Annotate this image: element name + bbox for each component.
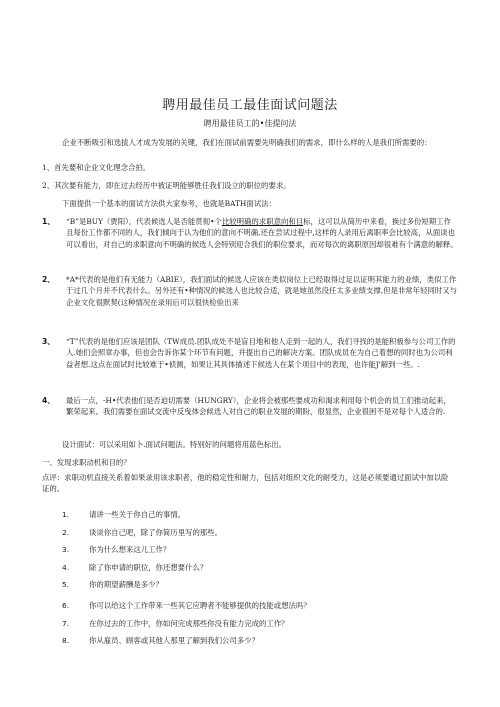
question-item bbox=[62, 509, 454, 520]
need-item-2: 2、其次要有能力，即在过去经历中被证明能够胜任我们设立的职位的要求。 bbox=[42, 181, 291, 190]
question-text: 你的期望薪酬是多少？ bbox=[89, 580, 163, 589]
question-number: 6. bbox=[62, 601, 70, 610]
section-heading: 一、发现求职动机和目的？ bbox=[42, 458, 131, 467]
question-item bbox=[62, 579, 454, 590]
method-intro: 下面提供一个基本的面试方法供大家参考，也就是BATH面试法： bbox=[62, 199, 276, 208]
bath-item-h bbox=[42, 395, 458, 418]
need-item-1: 1、首先要和企业文化理念合拍。 bbox=[42, 163, 151, 172]
question-text: 你可以给这个工作带来一些其它应聘者不能够提供的技能或想法吗？ bbox=[89, 601, 311, 610]
question-text: 谈谈你自己吧，除了你简历里写的那些。 bbox=[89, 527, 223, 537]
bath-item-text: 最后一点，-H•代表他们是否迫切需要（HUNGRY），企业将会被那些要成功和渴求利用每个机会的员工们推动起来，繁荣起来。我们需要在面试交流中反曳体会候选人对自己的职业发展的期盼，很显然，企业很困不是对每个人适合的. bbox=[66, 396, 451, 417]
question-item bbox=[62, 562, 454, 573]
question-number: 8. bbox=[62, 636, 70, 645]
question-item bbox=[62, 544, 454, 555]
bath-item-text: *A*代表的是他们有无能力（ABIE），我们面试的候选人应该在类似岗位上已经取得过足以证明其能力的业绩，类似工作于过几个月并不代表什么。另外还有•种情况的候选人也比较合适，就是她虽然没任太多业绩支撑,但是非常年轻同时又与企业文化很默契(这种情况在录用后可以很快检验出来 bbox=[66, 275, 458, 307]
intro-paragraph: 企业不断吸引和选拔人才成为发展的关键，我们在面试前需要先明确我们的需求，即什么样的人是我们所需要的： bbox=[62, 138, 432, 147]
question-number: 2. bbox=[62, 527, 70, 537]
question-number: 1. bbox=[62, 510, 70, 519]
question-item bbox=[62, 635, 454, 646]
question-number: 4. bbox=[62, 562, 70, 572]
design-note: 设计面试：可以采用如卜.面试问题法。特别好的问题将用蓝色标出。 bbox=[62, 440, 287, 449]
page-title: 聘用最佳员工最佳面试问题法 bbox=[162, 98, 338, 113]
bath-item-text: “B”是BUY（贾阳），代表候选人是否能贯彻•个比较明确的求职意向和目标，这可以从简历中来看，换过多份短期工作且每份工作都不同的人，我们倾向于认为他们的意向不明确,还在尝试过程中,这样的人录用后离职率会比较高，从面谈也可以看出，对自己的求职意向不明确的候选人会特别迎合我们的职位要求，而对每次的离职原因却很难有个满意的解释。 bbox=[66, 217, 458, 249]
question-text: 你从雇员、顾客或其他人那里了解到我们公司多少？ bbox=[89, 636, 259, 645]
question-number: 7. bbox=[62, 618, 70, 628]
bath-item-a bbox=[42, 274, 458, 308]
question-text: 在你过去的工作中，你如何完成那些你没有能力完成的工作？ bbox=[89, 618, 289, 628]
bath-item-number: 3、 bbox=[42, 337, 55, 346]
bath-item-number: 2、 bbox=[42, 275, 55, 284]
bath-item-t bbox=[42, 336, 458, 370]
bath-item-number: 1、 bbox=[42, 217, 55, 226]
bath-item-number: 4、 bbox=[42, 396, 55, 405]
question-item bbox=[62, 527, 454, 538]
bath-item-text: “T”代表的是他们应该是团队（TW成员.团队成处不是盲目地和他人走到一起的人，我们寻找的是能积极参与公司工作的人.她们会照章办事，但也会告诉你某个环节有问题，并提出自己的解决方案。团队成员在为自己着想的同时也为公司利益者想.这点在面试时比较难于•侦测，如果让其具体描述下候选人在某个项目中的表现，也许能J'解到一些。. bbox=[66, 337, 456, 369]
question-text: 请讲一些关于你自己的事情。 bbox=[89, 510, 186, 519]
page-subtitle: 聘用最佳员工的•佳提问法 bbox=[203, 119, 297, 128]
question-number: 5. bbox=[62, 580, 70, 589]
section-description: 点评：求职动机直接关系着如果录用该求职者，他的稳定性和耐力，包括对组织文化的耐受力，这是必须要通过面试中加以险证的。 bbox=[42, 473, 449, 494]
question-item bbox=[62, 618, 454, 629]
question-number: 3. bbox=[62, 545, 70, 554]
question-item bbox=[62, 600, 454, 611]
underlined-phrase: 比较明确的求职意向和目 bbox=[221, 217, 304, 226]
question-text: 你为什么想来这儿工作？ bbox=[89, 545, 171, 554]
question-text: 除了你申请的职位，你还想要什么？ bbox=[89, 562, 208, 572]
bath-item-b bbox=[42, 216, 458, 250]
